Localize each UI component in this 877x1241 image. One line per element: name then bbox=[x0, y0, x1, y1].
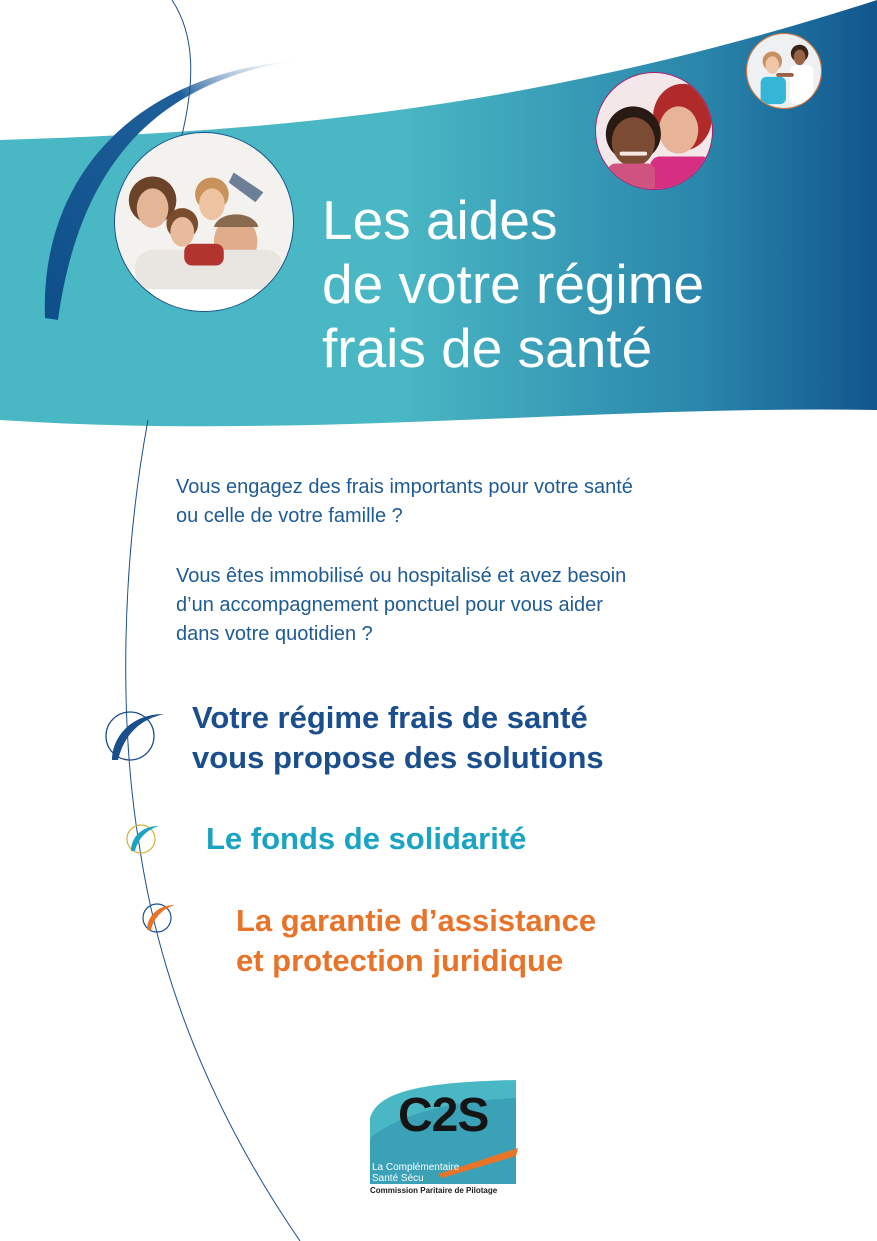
title-line: frais de santé bbox=[322, 317, 653, 379]
heading-line: vous propose des solutions bbox=[192, 740, 604, 775]
intro-line: dans votre quotidien ? bbox=[176, 623, 373, 645]
bullet-large-icon bbox=[106, 712, 164, 760]
heading-solidarity-fund bbox=[206, 819, 526, 859]
heading-line: Le fonds de solidarité bbox=[206, 821, 527, 856]
title-line: de votre régime bbox=[322, 253, 705, 315]
bullet-orange-icon bbox=[143, 904, 175, 932]
intro-paragraph-2 bbox=[176, 562, 626, 649]
logo-line-3: Commission Paritaire de Pilotage bbox=[370, 1186, 498, 1195]
heading-line: et protection juridique bbox=[236, 943, 564, 978]
c2s-logo bbox=[368, 1078, 518, 1198]
heading-assistance bbox=[236, 901, 596, 981]
intro-line: Vous êtes immobilisé ou hospitalisé et avez besoin bbox=[176, 565, 627, 587]
child-grandmother-photo bbox=[595, 72, 713, 190]
heading-line: Votre régime frais de santé bbox=[192, 700, 588, 735]
page-title bbox=[322, 188, 704, 380]
intro-line: Vous engagez des frais importants pour votre santé bbox=[176, 476, 633, 498]
c2s-logo-mark: C2S bbox=[398, 1089, 489, 1142]
intro-line: ou celle de votre famille ? bbox=[176, 505, 403, 527]
intro-line: d’un accompagnement ponctuel pour vous aider bbox=[176, 594, 603, 616]
family-photo bbox=[114, 132, 294, 312]
heading-solutions bbox=[192, 698, 604, 778]
heading-line: La garantie d’assistance bbox=[236, 903, 597, 938]
logo-line-2: Santé Sécu bbox=[372, 1173, 424, 1184]
intro-paragraph-1 bbox=[176, 473, 633, 531]
logo-line-1: La Complémentaire bbox=[372, 1162, 460, 1173]
medical-exam-photo bbox=[746, 33, 822, 109]
thin-line-top bbox=[172, 0, 191, 135]
bullet-small-icon bbox=[127, 825, 159, 853]
title-line: Les aides bbox=[322, 189, 558, 251]
